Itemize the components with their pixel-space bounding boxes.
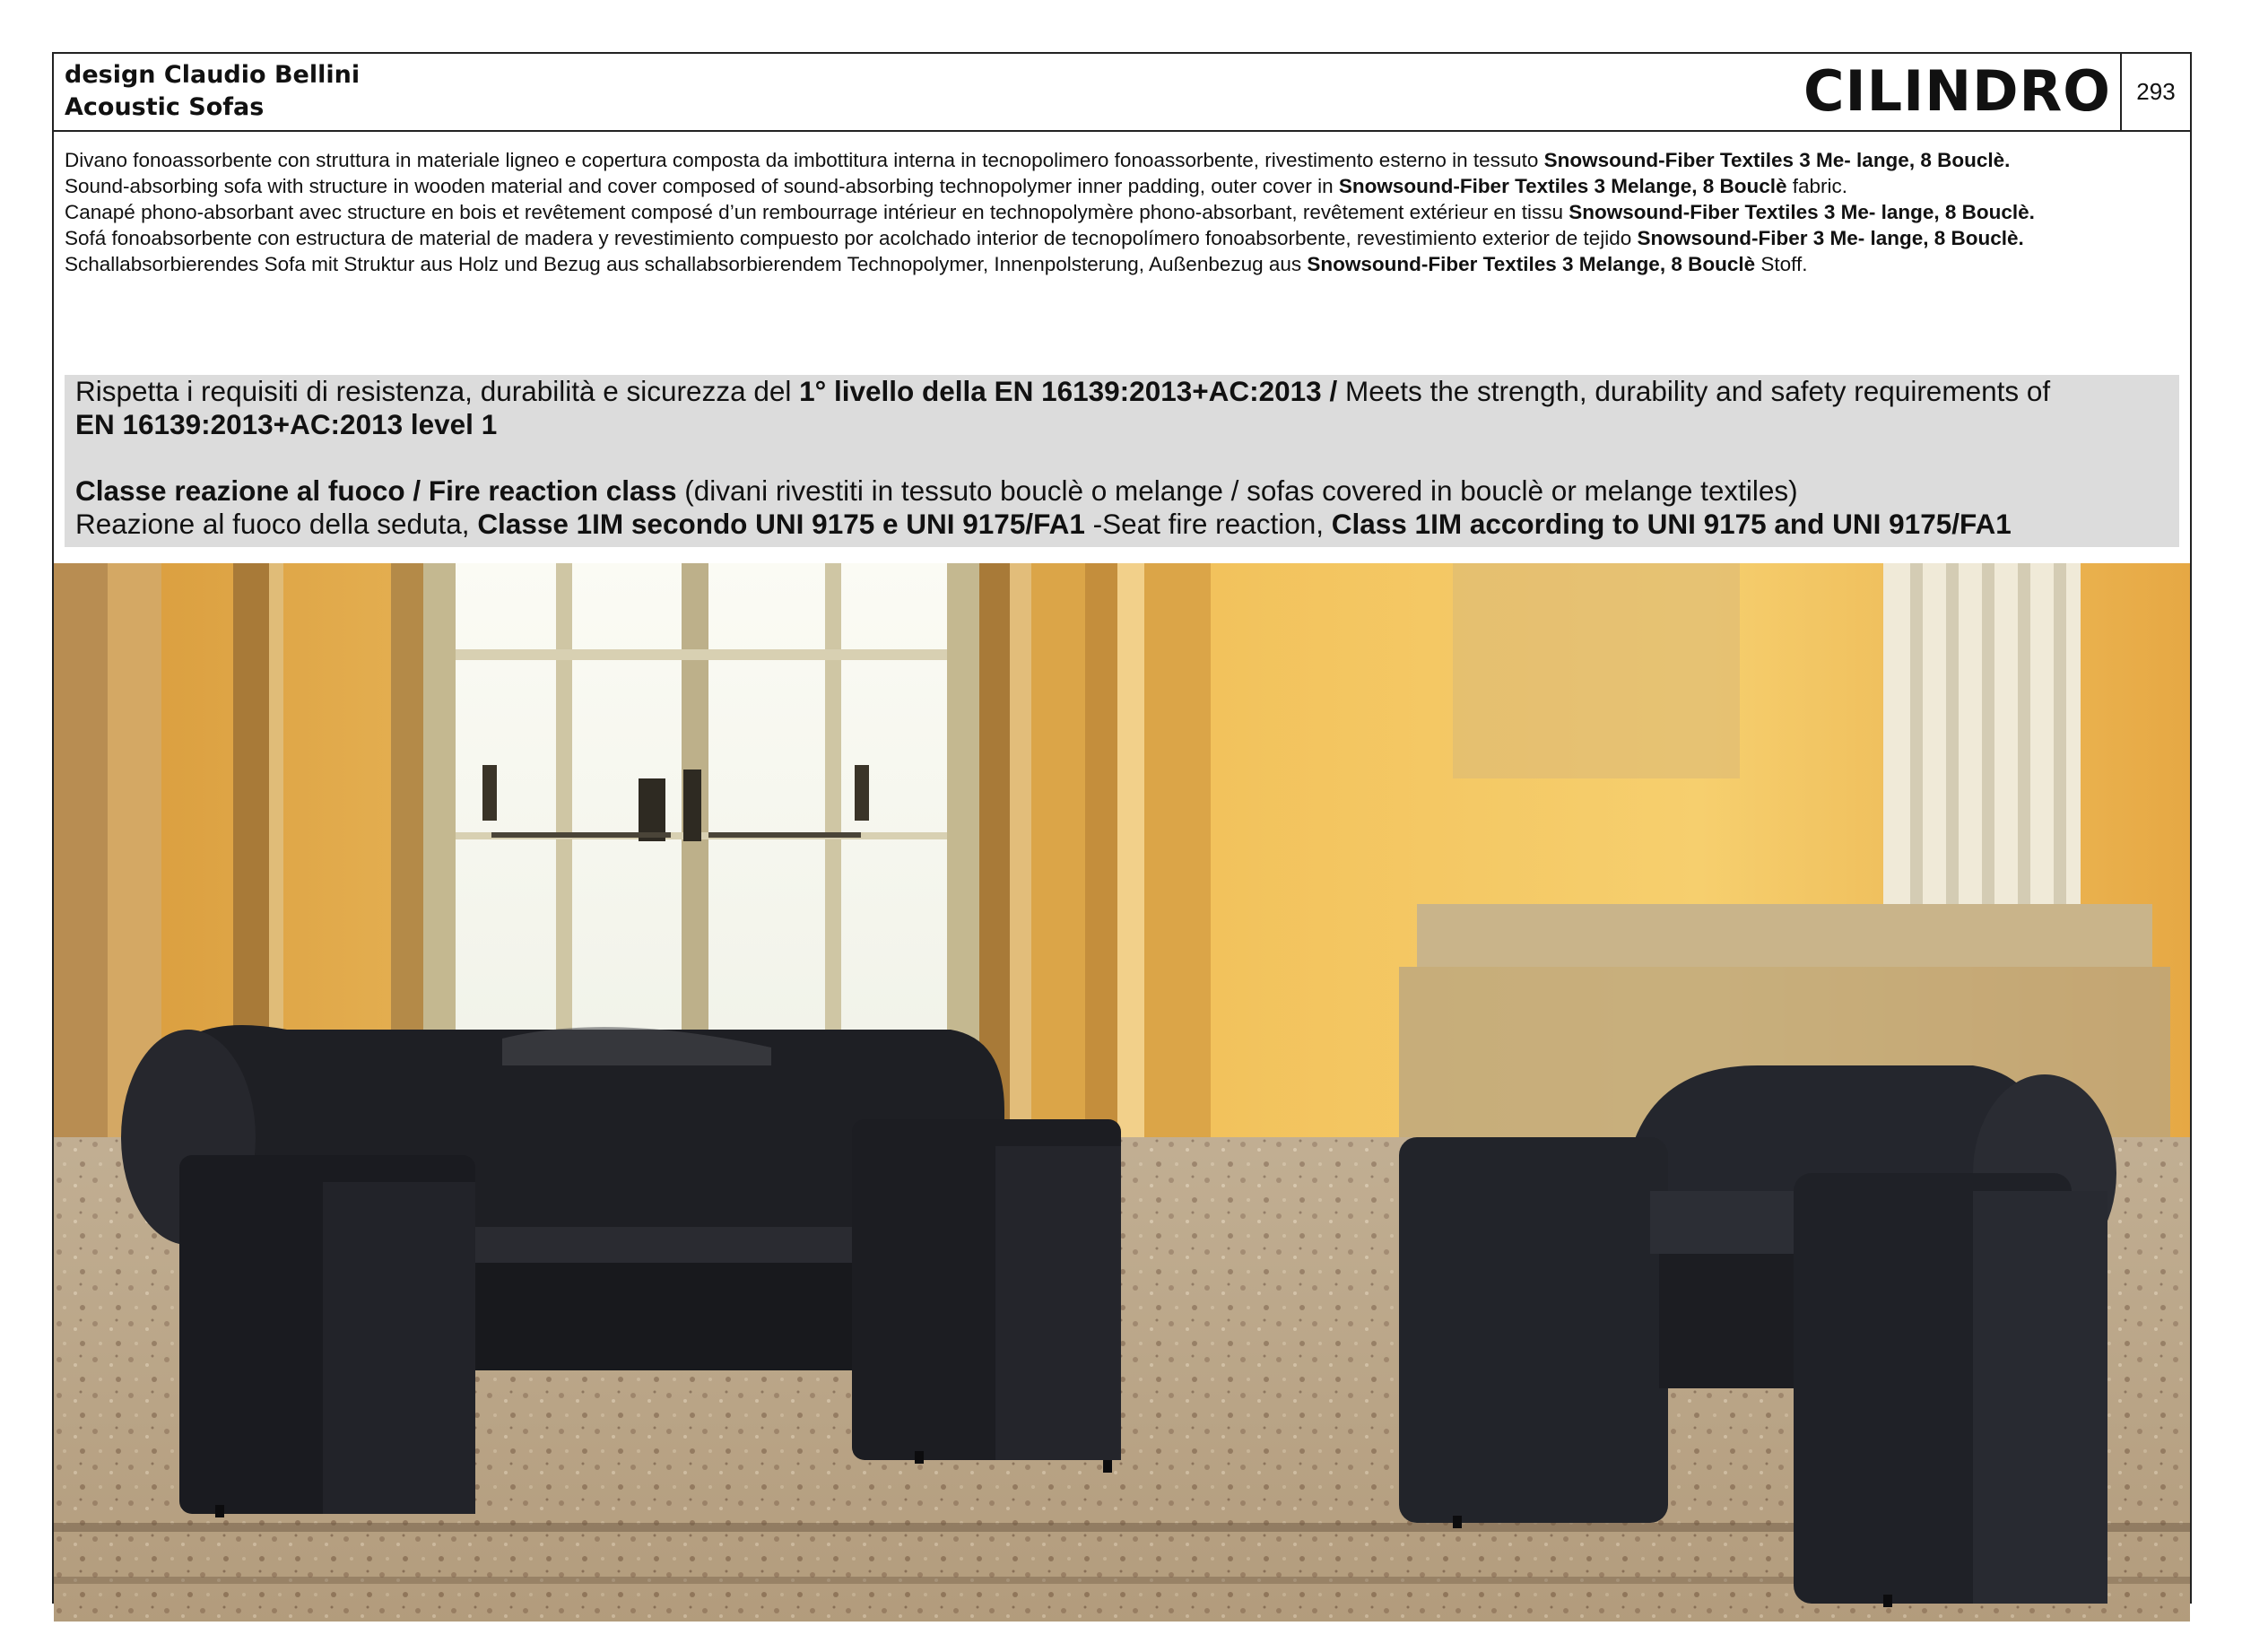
requirements-panel — [65, 375, 2179, 547]
description-english: Sound-absorbing sofa with structure in wooden material and cover composed of sound-absorbing technopolymer inner padding, outer cover in Snowsound-Fiber Textiles 3 Melange, 8 Bouclè fabric. — [65, 175, 1848, 197]
description-german: Schallabsorbierendes Sofa mit Struktur aus Holz und Bezug aus schallabsorbierendem Technopolymer, Innenpolsterung, Außenbezug aus Snowsound-Fiber Textiles 3 Melange, 8 Bouclè Stoff. — [65, 253, 1808, 275]
page-header — [54, 54, 2190, 132]
description-spanish: Sofá fonoabsorbente con estructura de material de madera y revestimiento compuesto por acolchado interior de tecnopolímero fonoabsorbente, revestimiento exterior de tejido Snowsound-Fiber 3 Me- lange, 8 Bouclè. — [65, 227, 2024, 249]
spacer — [75, 441, 2168, 474]
cornice — [1417, 904, 2152, 967]
catalog-page — [52, 52, 2192, 1604]
product-category: Acoustic Sofas — [65, 93, 265, 121]
page-number: 293 — [2120, 54, 2190, 130]
door-handle-icon — [482, 765, 497, 821]
fire-reaction-class: Classe reazione al fuoco / Fire reaction class (divani rivestiti in tessuto bouclè o melange / sofas covered in bouclè or melange textiles) — [75, 474, 1798, 507]
push-bar — [491, 832, 671, 838]
seat-fire-reaction: Reazione al fuoco della seduta, Classe 1IM secondo UNI 9175 e UNI 9175/FA1 -Seat fire reaction, Class 1IM according to UNI 9175 and UNI 9175/FA1 — [75, 508, 2012, 540]
product-name: CILINDRO — [1803, 58, 2111, 124]
designer-name: design Claudio Bellini — [65, 61, 361, 89]
strength-requirement: Rispetta i requisiti di resistenza, durabilità e sicurezza del 1° livello della EN 16139:2013+AC:2013 / Meets the strength, durability and safety requirements of EN 16139:2013+AC:2013 level 1 — [75, 375, 2051, 440]
product-description — [65, 147, 2181, 277]
description-french: Canapé phono-absorbant avec structure en bois et revêtement composé d’un rembourrage intérieur en technopolymère phono-absorbant, revêtement extérieur en tissu Snowsound-Fiber Textiles 3 Me- lange, 8 Bouclè. — [65, 201, 2035, 223]
sofa-photo-illustration — [54, 563, 2190, 1622]
product-photo — [54, 563, 2190, 1622]
wall-panel — [1453, 563, 1740, 778]
description-italian: Divano fonoassorbente con struttura in materiale ligneo e copertura composta da imbottitura interna in tecnopolimero fonoassorbente, rivestimento esterno in tessuto Snowsound-Fiber Textiles 3 Me- lange, 8 Bouclè. — [65, 149, 2011, 171]
armchair-left-armrest — [1399, 1137, 1668, 1523]
designer-credit — [65, 59, 360, 124]
